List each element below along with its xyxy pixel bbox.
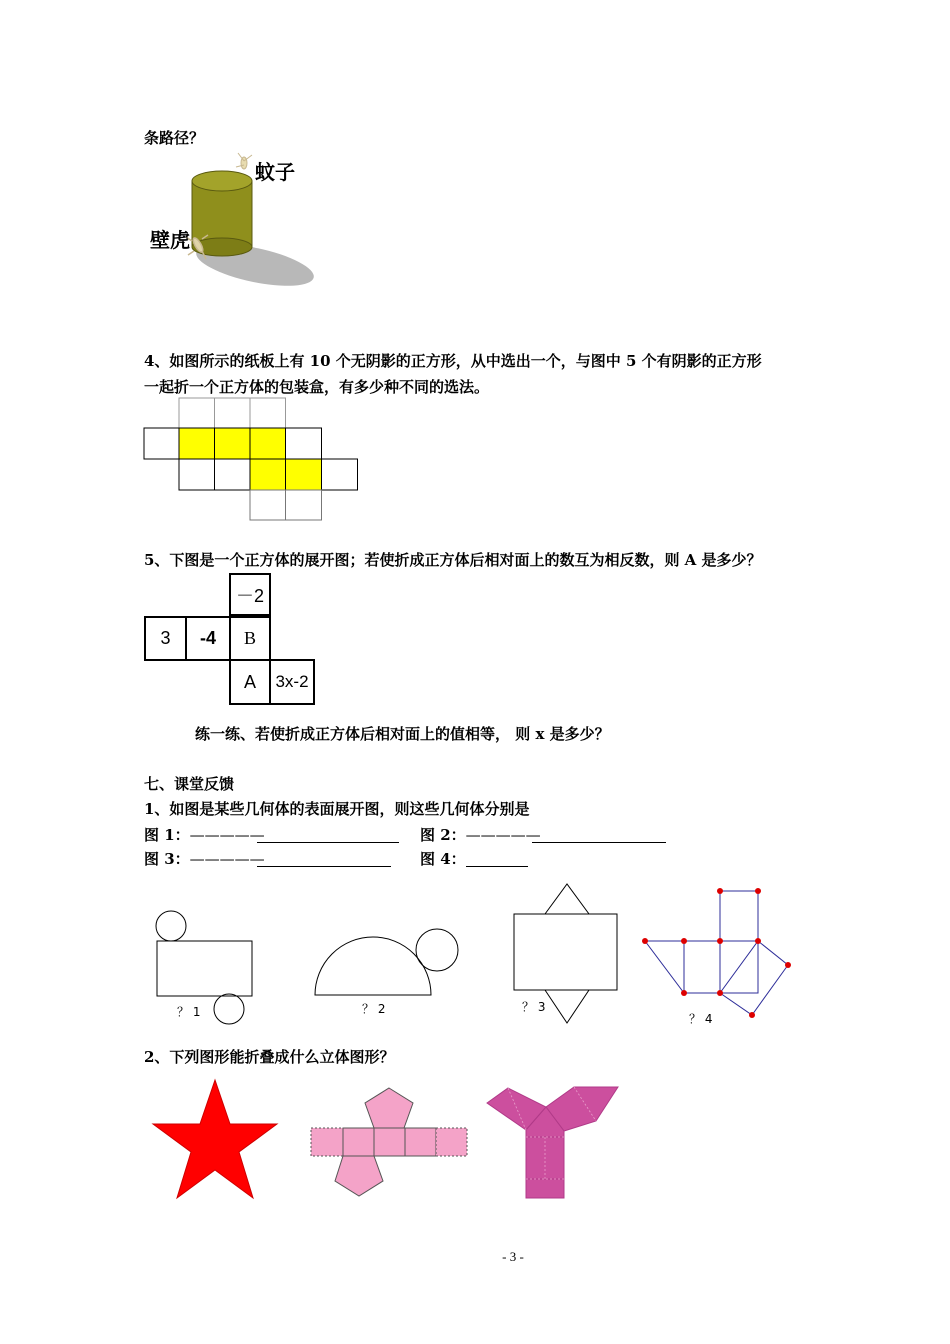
vertex-dot <box>755 938 761 944</box>
shaded-cell <box>250 428 286 459</box>
mosquito-icon <box>236 153 252 169</box>
blank-row-1 <box>144 825 265 845</box>
blank-label-3: 图 3： <box>144 850 190 868</box>
vertex-dot <box>681 938 687 944</box>
blank-label-4: 图 4： <box>420 850 466 868</box>
vertex-dot <box>681 990 687 996</box>
triangle-top <box>545 884 589 914</box>
prism-face <box>343 1128 374 1156</box>
grid-cell <box>250 398 286 428</box>
grid-cell <box>322 459 358 490</box>
circle-top <box>156 911 186 941</box>
blank-row-2 <box>420 825 541 845</box>
caption-4: ？ 4 <box>689 1012 713 1026</box>
question-4-line2: 一起折一个正方体的包装盒，有多少种不同的选法。 <box>144 378 490 396</box>
shaded-cell <box>179 428 215 459</box>
vertex-dot <box>642 938 648 944</box>
face-value: －2 <box>235 585 264 606</box>
grid-cell <box>144 428 179 459</box>
prism-face <box>311 1128 343 1156</box>
dash-line: ————— <box>465 826 541 844</box>
blank-label-2: 图 2： <box>420 826 466 844</box>
feedback-question-1: 1、如图是某些几何体的表面展开图，则这些几何体分别是 <box>144 800 530 818</box>
net-square <box>720 891 758 941</box>
dash-line: ————— <box>189 850 265 868</box>
net-figure-4 <box>640 885 800 1025</box>
face-value: B <box>243 628 256 648</box>
cube-face-3 <box>229 616 271 661</box>
cylinder-figure <box>140 145 330 295</box>
caption-3: ？ 3 <box>522 1000 546 1014</box>
shaded-cell <box>286 459 322 490</box>
prism-face <box>374 1128 405 1156</box>
face-value: 3x-2 <box>275 672 309 691</box>
cylinder-top <box>192 171 252 191</box>
net-rectangle <box>157 941 252 996</box>
net-rectangle <box>514 914 617 990</box>
pentagon-bottom <box>335 1156 383 1196</box>
vertex-dot <box>785 962 791 968</box>
question-4-line1: 4、如图所示的纸板上有 10 个无阴影的正方形，从中选出一个，与图中 5 个有阴影的正方形 <box>144 352 762 370</box>
caption-1: ？ 1 <box>177 1005 201 1019</box>
dash-line: ————— <box>189 826 265 844</box>
answer-line-3[interactable] <box>257 866 391 867</box>
blank-row-3 <box>144 849 265 869</box>
cube-face-1 <box>144 616 187 661</box>
face-value: -4 <box>199 628 216 648</box>
shaded-cell <box>250 459 286 490</box>
vertex-dot <box>717 990 723 996</box>
practice-question: 练一练、若使折成正方体后相对面上的值相等， 则 x 是多少？ <box>195 725 610 743</box>
feedback-question-2: 2、下列图形能折叠成什么立体图形？ <box>144 1048 395 1066</box>
grid-cell <box>179 398 215 428</box>
net-figure-2 <box>310 925 465 1000</box>
cardboard-grid <box>143 397 360 523</box>
vertex-dot <box>717 888 723 894</box>
prism-face <box>436 1128 467 1156</box>
net-quad <box>645 941 684 993</box>
bottom-face <box>526 1179 564 1198</box>
grid-cell <box>286 490 322 520</box>
face-value: A <box>243 671 256 692</box>
vertex-dot <box>717 938 723 944</box>
magenta-net-shape <box>484 1075 632 1200</box>
section-7-heading: 七、课堂反馈 <box>144 775 235 793</box>
blank-label-1: 图 1： <box>144 826 190 844</box>
semicircle-sector <box>315 937 431 995</box>
shaded-cell <box>215 428 251 459</box>
question-3-tail: 条路径？ <box>144 129 205 147</box>
net-quad <box>720 941 788 1015</box>
net-square <box>684 941 720 993</box>
cube-face-5 <box>269 659 315 705</box>
cone-base-circle <box>416 929 458 971</box>
triangle-bottom <box>545 990 589 1023</box>
star-shape <box>150 1078 280 1200</box>
question-5: 5、下图是一个正方体的展开图；若使折成正方体后相对面上的数互为相反数，则 A 是多少？ <box>144 551 762 569</box>
mosquito-label: 蚊子 <box>255 160 295 184</box>
grid-cell <box>215 459 251 490</box>
cube-face-2 <box>185 616 231 661</box>
grid-cell <box>179 459 215 490</box>
blank-row-4 <box>420 849 466 869</box>
net-figure-1 <box>150 908 260 1028</box>
answer-line-2[interactable] <box>532 842 666 843</box>
prism-face <box>405 1128 436 1156</box>
answer-line-4[interactable] <box>466 866 528 867</box>
vertex-dot <box>755 888 761 894</box>
face-value: 3 <box>160 628 171 648</box>
pentagon-prism-net <box>308 1083 470 1199</box>
circle-bottom <box>214 994 244 1024</box>
grid-cell <box>250 490 286 520</box>
cube-net <box>144 573 316 707</box>
cube-face-4 <box>229 659 271 705</box>
pentagon-top <box>365 1088 413 1128</box>
grid-cell <box>286 428 322 459</box>
page-number: - 3 - <box>502 1249 524 1264</box>
cube-face-top <box>229 573 271 616</box>
caption-2: ？ 2 <box>362 1002 386 1016</box>
answer-line-1[interactable] <box>257 842 399 843</box>
grid-cell <box>215 398 251 428</box>
gecko-label: 壁虎 <box>150 228 190 252</box>
vertex-dot <box>749 1012 755 1018</box>
star-icon <box>153 1080 277 1198</box>
